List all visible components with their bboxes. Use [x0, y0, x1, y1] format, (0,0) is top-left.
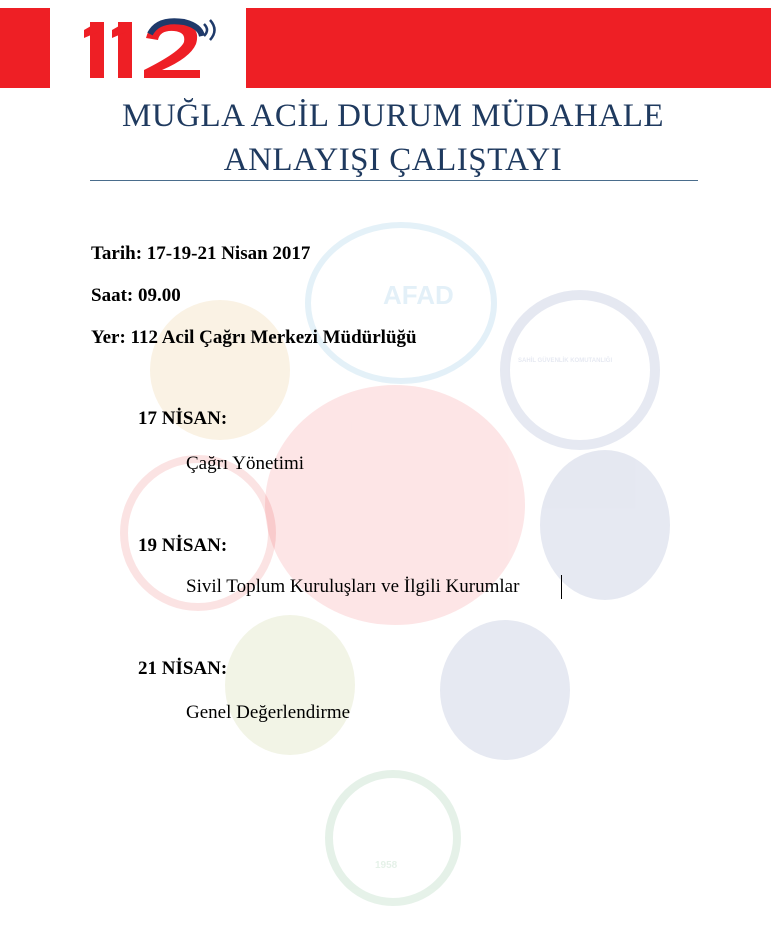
schedule-day-2: 19 NİSAN:: [138, 535, 228, 556]
text-cursor: [561, 575, 562, 599]
watermark-polis-text: POLİS: [576, 472, 619, 488]
watermark-sahil-text: SAHİL GÜVENLİK KOMUTANLIĞI: [518, 358, 613, 364]
afad-emblem-icon: [305, 222, 497, 384]
schedule-day-3: 21 NİSAN:: [138, 658, 228, 679]
watermark-112: 112: [285, 447, 479, 581]
page-title: [88, 94, 698, 182]
title-line-1: MUĞLA ACİL DURUM MÜDAHALE: [121, 98, 665, 134]
schedule-topic-1: Çağrı Yönetimi: [186, 453, 305, 474]
header-banner-left: [0, 8, 50, 88]
112-logo: [84, 12, 224, 84]
watermark-acil-durumda: ACİL DURUMDA: [313, 419, 469, 441]
location-line: Yer: 112 Acil Çağrı Merkezi Müdürlüğü: [91, 327, 417, 348]
police-emblem-icon: [540, 450, 670, 600]
logo-signal-icon: [204, 20, 215, 40]
gendarmerie-emblem-icon: [440, 620, 570, 760]
watermark-np-year: 1958: [375, 860, 398, 871]
forestry-emblem-icon: [225, 615, 355, 755]
schedule-day-1: 17 NİSAN:: [138, 408, 228, 429]
time-line: Saat: 09.00: [91, 285, 181, 306]
date-line: Tarih: 17-19-21 Nisan 2017: [91, 243, 311, 264]
coast-guard-emblem-icon: [500, 290, 660, 450]
header-banner-right: [246, 8, 771, 88]
watermark-afad-text: AFAD: [383, 280, 454, 310]
title-divider: [90, 180, 698, 181]
schedule-topic-3: Genel Değerlendirme: [186, 702, 351, 723]
schedule-topic-2[interactable]: Sivil Toplum Kuruluşları ve İlgili Kurumlar: [186, 576, 520, 597]
title-line-2: ANLAYIŞI ÇALIŞTAYI: [223, 142, 563, 178]
national-parks-emblem-icon: [325, 770, 461, 906]
